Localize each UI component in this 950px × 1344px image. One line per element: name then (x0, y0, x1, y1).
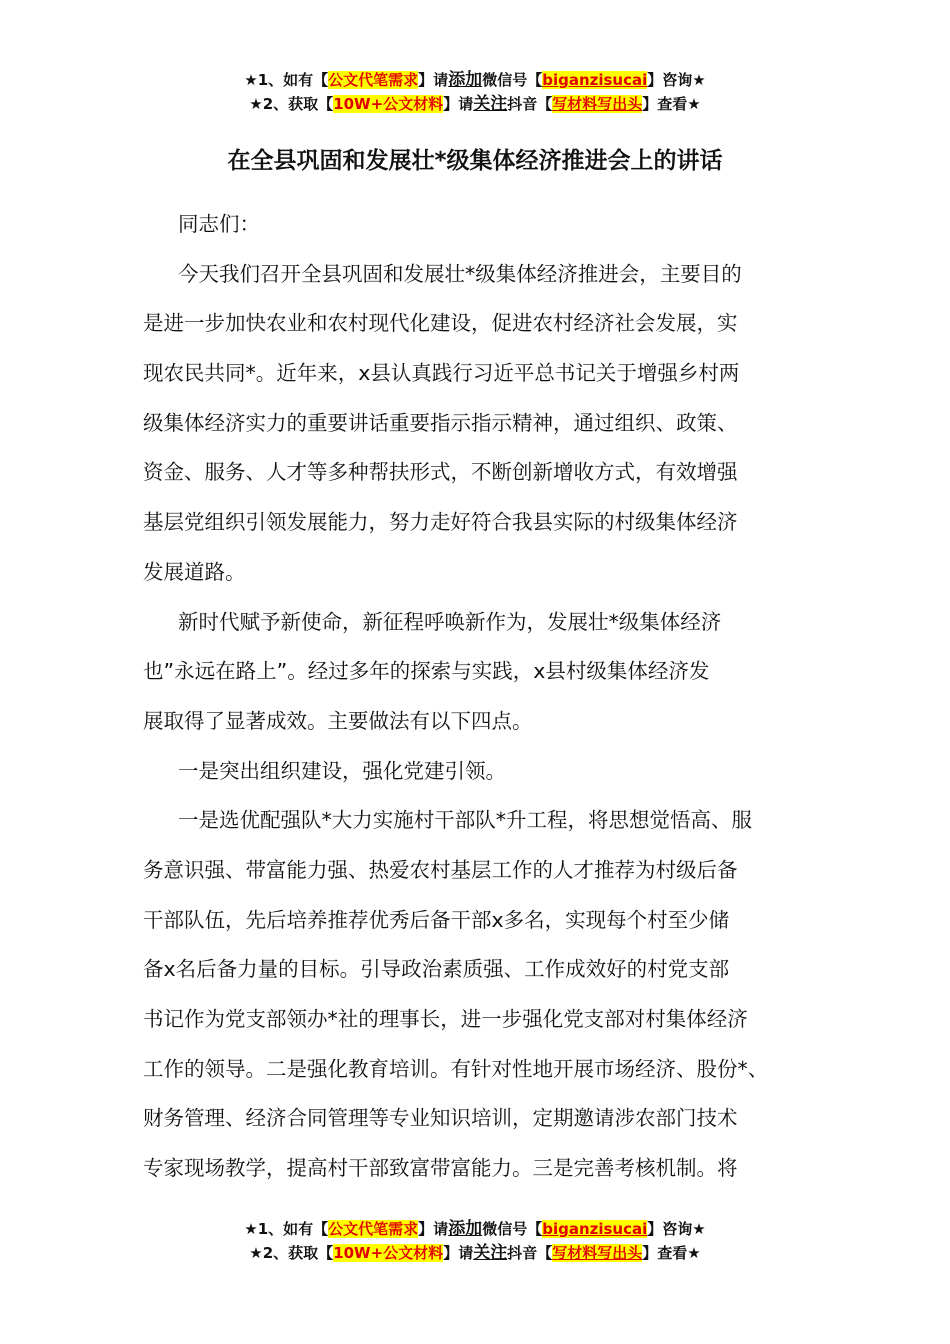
text-line: 书记作为党支部领办*社的理事长，进一步强化党支部对村集体经济 (143, 1007, 748, 1031)
text-line: 新时代赋予新使命，新征程呼唤新作为，发展壮*级集体经济 (178, 609, 722, 634)
text-line: 基层党组织引领发展能力，努力走好符合我县实际的村级集体经济 (143, 510, 738, 535)
document-title: 在全县巩固和发展壮*级集体经济推进会上的讲话 (227, 148, 723, 174)
promo-banner-top (0, 68, 950, 116)
text-line: 今天我们召开全县巩固和发展壮*级集体经济推进会，主要目的 (178, 261, 742, 286)
text-line: 现农民共同*。近年来，x县认真践行习近平总书记关于增强乡村两 (143, 361, 740, 386)
text-line: 级集体经济实力的重要讲话重要指示指示精神，通过组织、政策、 (143, 410, 738, 435)
text-line: 发展道路。 (143, 559, 246, 584)
promo-line-1: ★1、如有【公文代笔需求】请添加微信号【biganzisucai】咨询★ (244, 70, 706, 90)
promo-line-1: ★1、如有【公文代笔需求】请添加微信号【biganzisucai】咨询★ (244, 1219, 706, 1239)
text-line: 务意识强、带富能力强、热爱农村基层工作的人才推荐为村级后备 (143, 857, 738, 882)
text-line: 专家现场教学，提高村干部致富带富能力。三是完善考核机制。将 (143, 1156, 738, 1181)
text-line: 干部队伍，先后培养推荐优秀后备干部x多名，实现每个村至少储 (143, 907, 730, 932)
text-line: 工作的领导。二是强化教育培训。有针对性地开展市场经济、股份*、 (143, 1056, 769, 1081)
text-line: 是进一步加快农业和农村现代化建设，促进农村经济社会发展，实 (143, 311, 738, 336)
text-line: 资金、服务、人才等多种帮扶形式，不断创新增收方式，有效增强 (143, 460, 738, 485)
text-line: 财务管理、经济合同管理等专业知识培训，定期邀请涉农部门技术 (143, 1106, 738, 1131)
promo-banner-bottom (0, 1217, 950, 1265)
text-line: 一是选优配强队*大力实施村干部队*升工程，将思想觉悟高、服 (178, 808, 752, 833)
text-line: 同志们： (178, 212, 260, 236)
text-line: 一是突出组织建设，强化党建引领。 (178, 758, 506, 783)
promo-line-2: ★2、获取【10W+公文材料】请关注抖音【写材料写出头】查看★ (249, 1243, 701, 1263)
text-line: 也”永远在路上”。经过多年的探索与实践，x县村级集体经济发 (143, 659, 710, 684)
text-line: 备x名后备力量的目标。引导政治素质强、工作成效好的村党支部 (143, 957, 730, 982)
document-body (143, 200, 813, 1194)
text-line: 展取得了显著成效。主要做法有以下四点。 (143, 708, 533, 733)
promo-line-2: ★2、获取【10W+公文材料】请关注抖音【写材料写出头】查看★ (249, 94, 701, 114)
